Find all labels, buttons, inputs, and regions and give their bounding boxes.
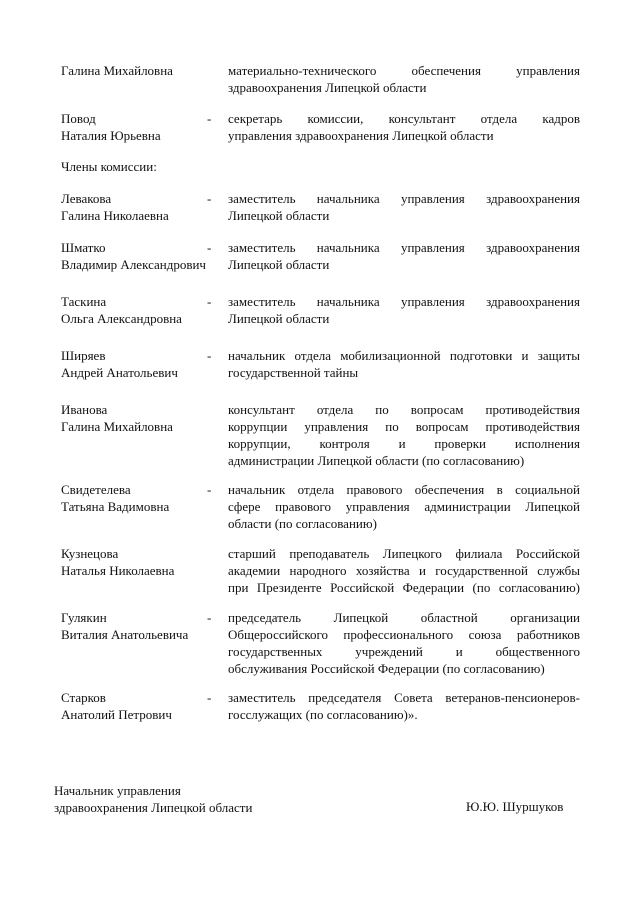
member-name: Левакова Галина Николаевна [61,191,169,223]
member-role: заместитель начальника управления здравоохранения Липецкой области [228,294,580,326]
dash-separator: - [207,348,212,363]
dash-separator: - [207,294,212,309]
dash-separator: - [207,191,212,206]
member-name: Таскина Ольга Александровна [61,294,182,326]
signature-name: Ю.Ю. Шуршуков [466,799,564,814]
dash-separator: - [207,111,212,126]
member-name: Гулякин Виталия Анатольевича [61,610,189,642]
member-name: Ширяев Андрей Анатольевич [61,348,178,380]
signature-position: Начальник управления здравоохранения Липецкой области [54,783,253,815]
member-role: начальник отдела мобилизационной подготовки и защиты государственной тайны [228,348,580,380]
member-role: материально-технического обеспечения управления здравоохранения Липецкой области [228,63,580,95]
dash-separator: - [207,240,212,255]
member-name: Кузнецова Наталья Николаевна [61,546,175,578]
dash-separator: - [207,690,212,705]
member-role: заместитель начальника управления здравоохранения Липецкой области [228,191,580,223]
member-name: Старков Анатолий Петрович [61,690,172,722]
member-role: заместитель председателя Совета ветеранов-пенсионеров- госслужащих (по согласованию)». [228,690,580,722]
dash-separator: - [207,482,212,497]
member-role: начальник отдела правового обеспечения в социальной сфере правового управления администрации Липецкой области (по согласованию) [228,482,580,531]
member-role: консультант отдела по вопросам противодействия коррупции управления по вопросам противодействия коррупции, контроля и проверки исполнения администрации Липецкой области (по согласованию) [228,402,580,468]
members-heading: Члены комиссии: [61,159,157,174]
member-name: Галина Михайловна [61,63,173,78]
member-role: старший преподаватель Липецкого филиала Российской академии народного хозяйства и государственной службы при Президенте Российской Федерации (по согласованию) [228,546,580,595]
member-role: секретарь комиссии, консультант отдела кадров управления здравоохранения Липецкой области [228,111,580,143]
member-role: председатель Липецкой областной организации Общероссийского профессионального союза работников государственных учреждений и общественного обслуживания Российской Федерации (по согласованию) [228,610,580,676]
member-name: Повод Наталия Юрьевна [61,111,161,143]
dash-separator: - [207,610,212,625]
member-name: Свидетелева Татьяна Вадимовна [61,482,170,514]
member-name: Иванова Галина Михайловна [61,402,173,434]
member-name: Шматко Владимир Александрович [61,240,206,272]
member-role: заместитель начальника управления здравоохранения Липецкой области [228,240,580,272]
